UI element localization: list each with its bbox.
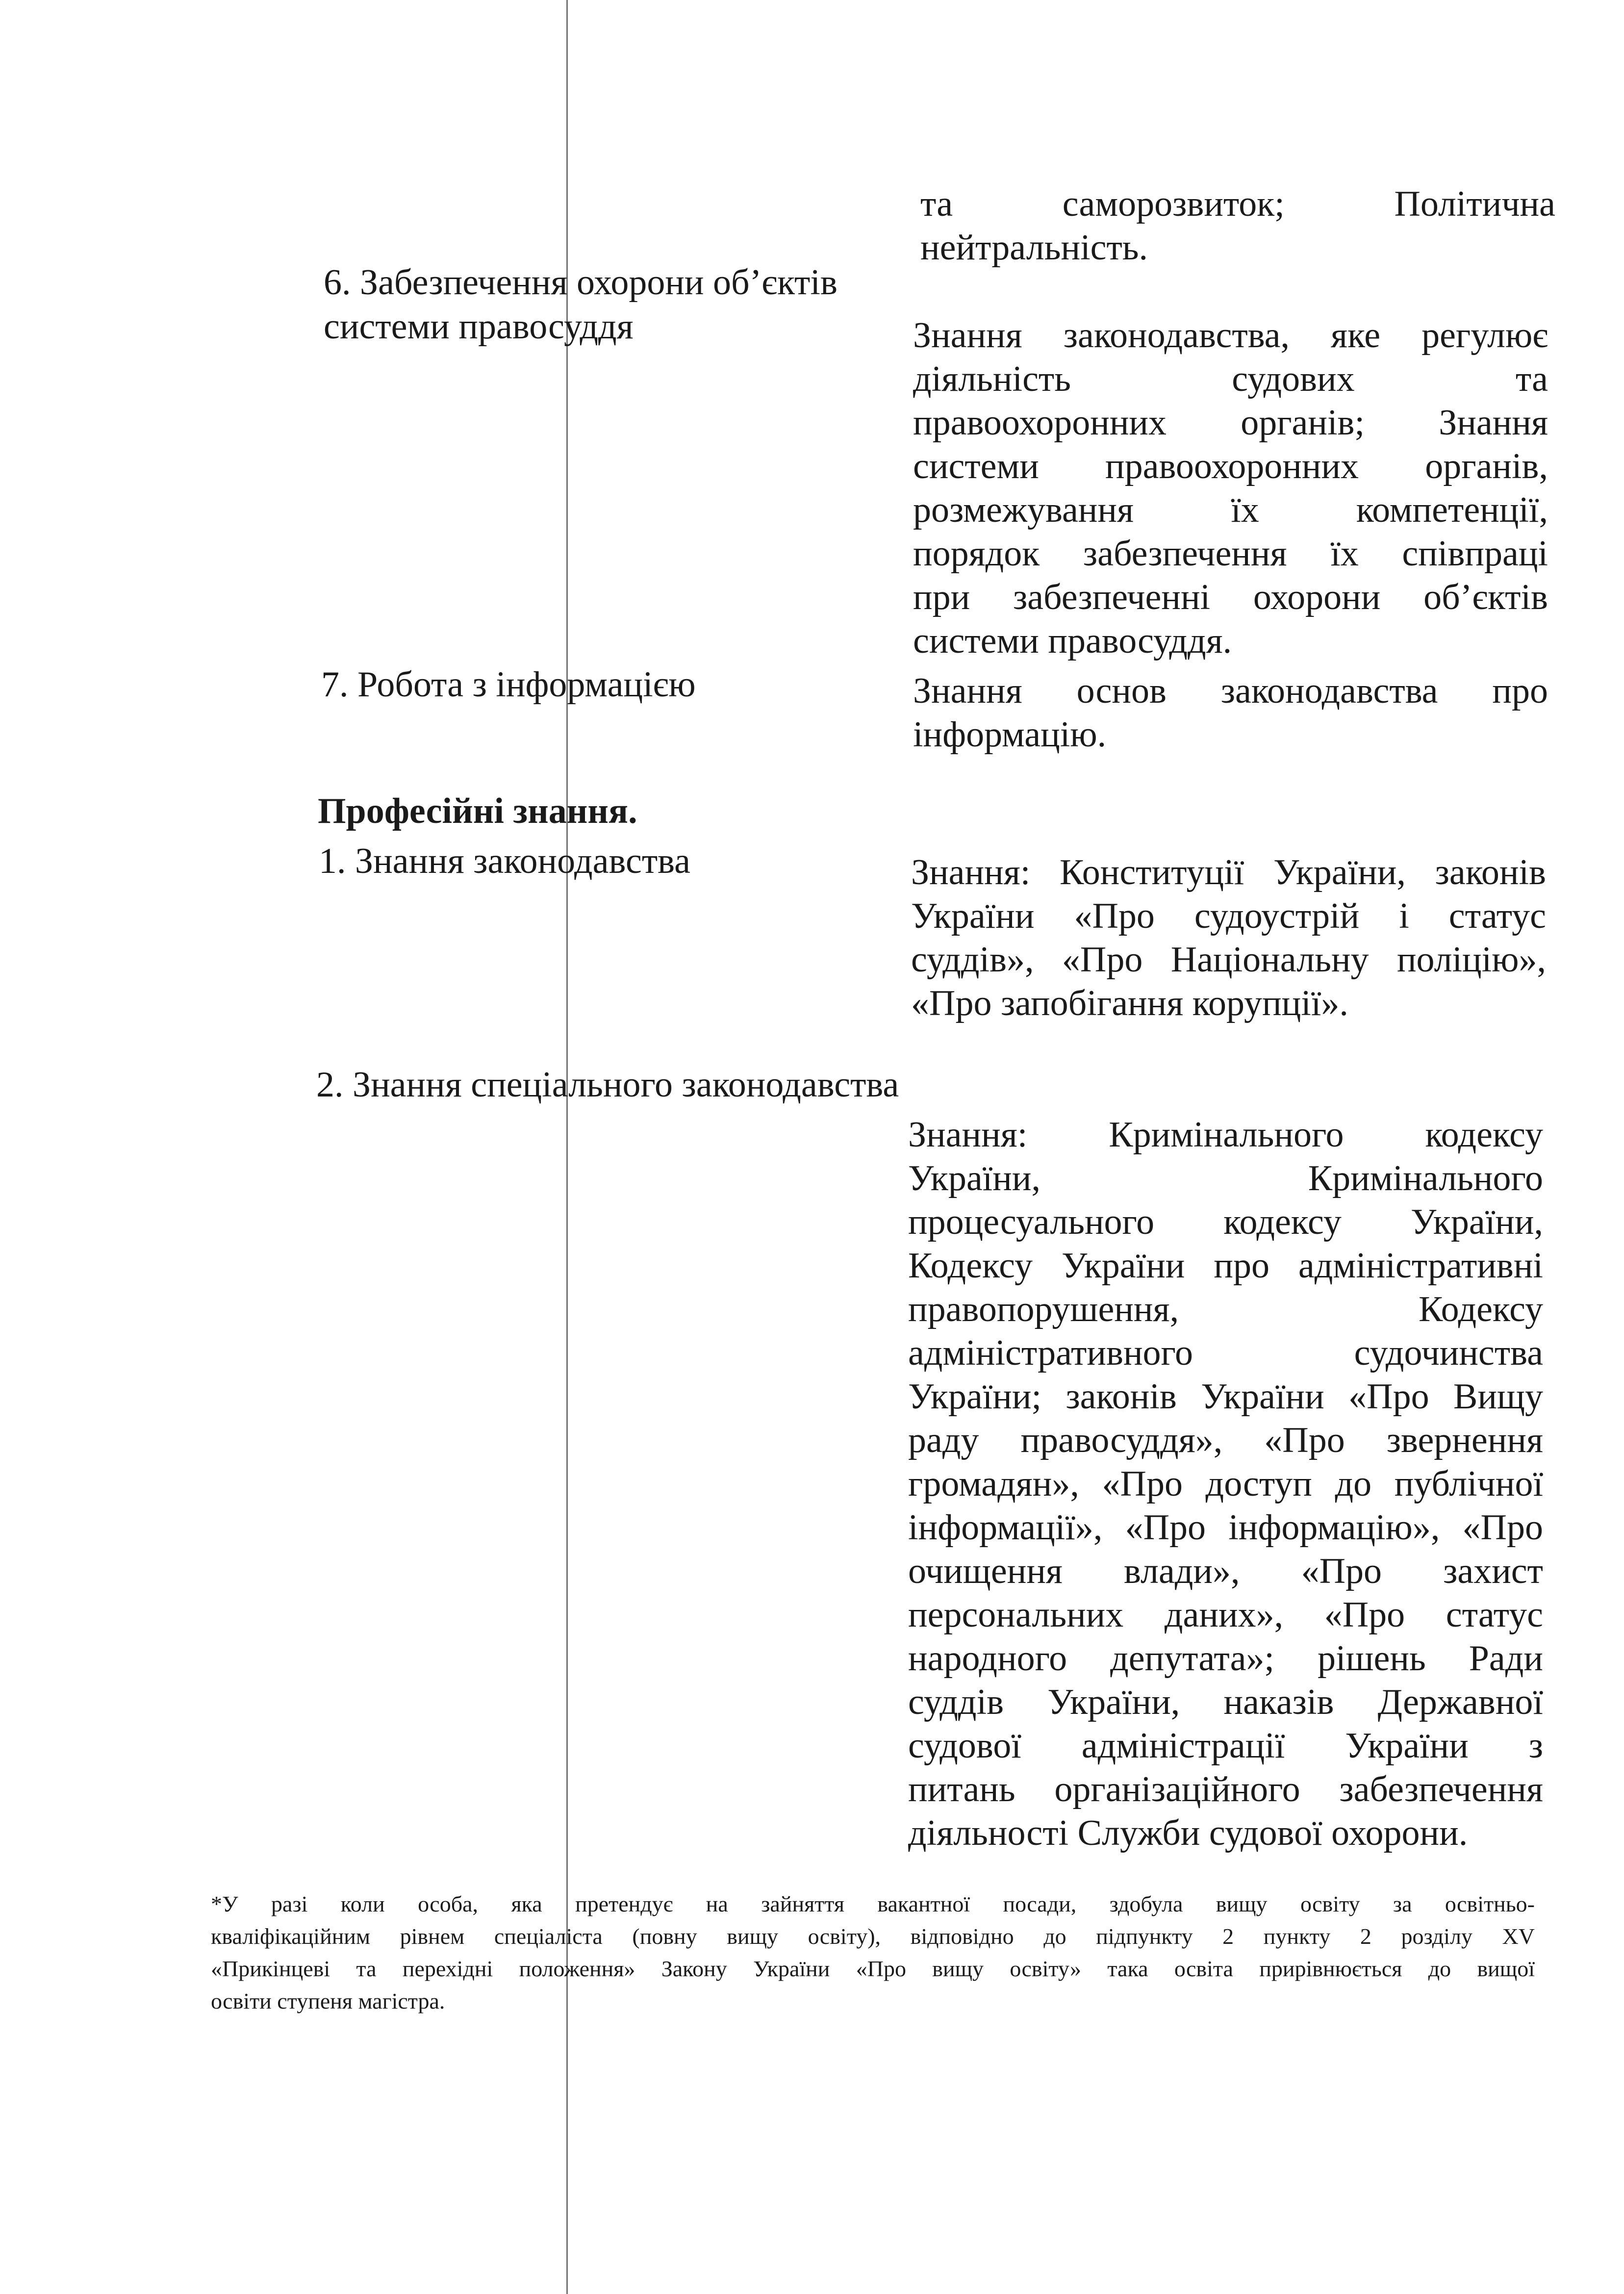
prof-item-2-description-line: судової адміністрації України з	[908, 1726, 1543, 1766]
item-6-description-line: правоохоронних органів; Знання	[913, 403, 1548, 443]
prof-item-1-description-line: «Про запобігання корупції».	[911, 983, 1348, 1023]
item-7-description-line: Знання основ законодавства про	[913, 671, 1548, 711]
prof-item-2-description	[908, 1113, 1543, 1855]
prof-item-2-description-line: процесуального кодексу України,	[908, 1202, 1543, 1242]
section-heading: Професійні знання.	[318, 791, 637, 831]
item-6-title-line: системи правосуддя	[324, 306, 634, 347]
footnote-line: кваліфікаційним рівнем спеціаліста (повну вищу освіту), відповідно до підпункту 2 пункту 2 розділу XV	[211, 1924, 1535, 1949]
prof-item-2-description-line: Знання: Кримінального кодексу	[908, 1115, 1543, 1155]
prof-item-2-description-line: діяльності Служби судової охорони.	[908, 1813, 1468, 1853]
previous-row-continuation	[920, 182, 1555, 270]
prof-item-2-description-line: Кодексу України про адміністративні	[908, 1246, 1543, 1286]
prof-item-2-description-line: народного депутата»; рішень Ради	[908, 1638, 1543, 1679]
prof-item-2-description-line: суддів України, наказів Державної	[908, 1682, 1543, 1722]
footnote-line: «Прикінцеві та перехідні положення» Закону України «Про вищу освіту» така освіта прирівнюється до вищої	[211, 1956, 1535, 1981]
item-6-description-line: при забезпеченні охорони об’єктів	[913, 577, 1548, 617]
item-6-description-line: Знання законодавства, яке регулює	[913, 315, 1548, 356]
prof-item-1-description-line: України «Про судоустрій і статус	[911, 896, 1546, 936]
item-6-description-line: порядок забезпечення їх співпраці	[913, 534, 1548, 574]
prof-item-2-description-line: очищення влади», «Про захист	[908, 1551, 1543, 1591]
continuation-line: нейтральність.	[920, 228, 1148, 268]
prof-item-2-description-line: персональних даних», «Про статус	[908, 1595, 1543, 1635]
prof-item-1-title: 1. Знання законодавства	[319, 841, 690, 881]
continuation-line: та саморозвиток; Політична	[920, 184, 1555, 224]
item-6-description-line: розмежування їх компетенції,	[913, 490, 1548, 530]
prof-item-2-description-line: громадян», «Про доступ до публічної	[908, 1464, 1543, 1504]
item-7-description	[913, 669, 1548, 757]
prof-item-1-description-line: суддів», «Про Національну поліцію»,	[911, 940, 1546, 980]
item-6-description-line: діяльність судових та	[913, 359, 1548, 399]
item-6-description	[913, 314, 1548, 663]
prof-item-2-description-line: інформації», «Про інформацію», «Про	[908, 1507, 1543, 1548]
prof-item-2-description-line: правопорушення, Кодексу	[908, 1289, 1543, 1329]
footnote-line: *У разі коли особа, яка претендує на зайняття вакантної посади, здобула вищу освіту за освітньо-	[211, 1891, 1535, 1916]
prof-item-2-description-line: адміністративного судочинства	[908, 1333, 1543, 1373]
prof-item-1-description-line: Знання: Конституції України, законів	[911, 852, 1546, 892]
footnote	[211, 1888, 1535, 2017]
prof-item-1-description	[911, 851, 1546, 1025]
prof-item-2-title: 2. Знання спеціального законодавства	[316, 1065, 899, 1105]
item-7-description-line: інформацію.	[913, 714, 1107, 755]
footnote-line: освіти ступеня магістра.	[211, 1988, 445, 2014]
prof-item-2-description-line: питань організаційного забезпечення	[908, 1769, 1543, 1810]
prof-item-2-description-line: України; законів України «Про Вищу	[908, 1376, 1543, 1417]
prof-item-2-description-line: раду правосуддя», «Про звернення	[908, 1420, 1543, 1460]
prof-item-2-description-line: України, Кримінального	[908, 1158, 1543, 1198]
item-6-title-line: 6. Забезпечення охорони об’єктів	[324, 262, 837, 303]
item-6-description-line: системи правосуддя.	[913, 621, 1232, 661]
item-6-description-line: системи правоохоронних органів,	[913, 446, 1548, 486]
item-7-title: 7. Робота з інформацією	[321, 664, 696, 705]
